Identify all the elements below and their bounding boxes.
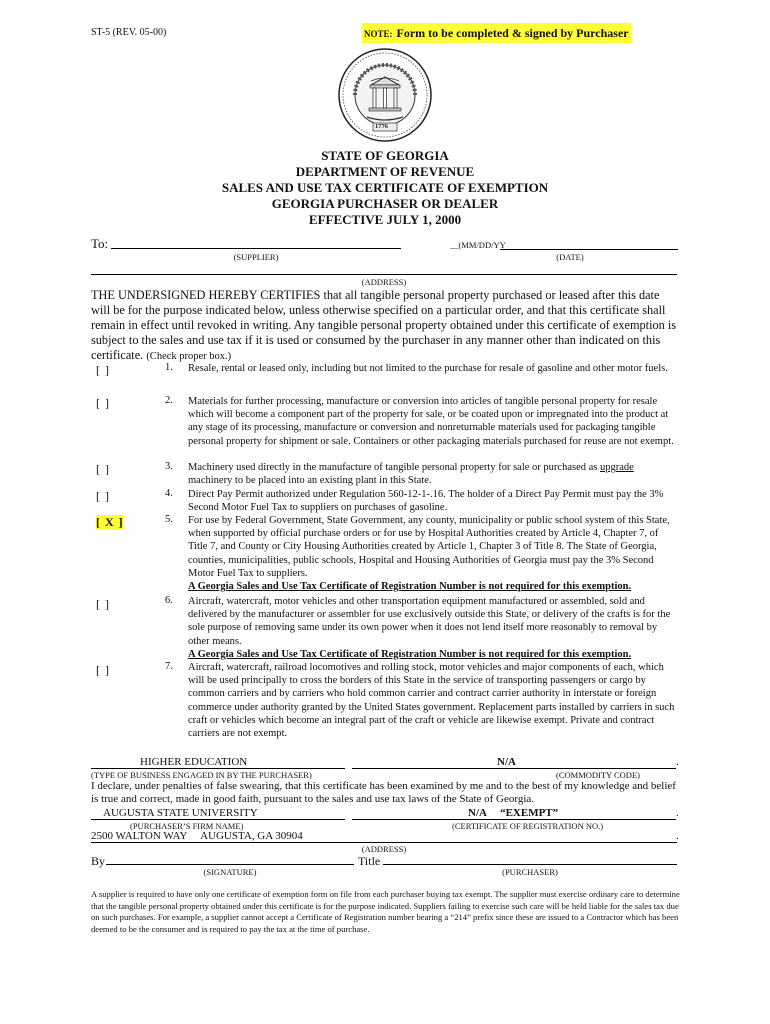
supplier-field[interactable]: [111, 248, 401, 249]
item-text-2: Materials for further processing, manufacture or conversion into articles of tangible personal property for resale which will become a component part of the property for sale, or be coated upon or impregnated into the product at any stage of its processing, manufacture or conversion and nonreturnable materials used for packaging tangible personal property for shipment or sale. Containers or other packaging materials purchased for reuse are not exempt.: [188, 396, 674, 447]
form-id: ST-5 (REV. 05-00): [91, 27, 167, 38]
note-prefix: NOTE:: [364, 29, 393, 39]
header-line1: STATE OF GEORGIA: [321, 148, 449, 163]
item-num-1: 1.: [165, 362, 173, 373]
checkbox-7[interactable]: [ ]: [96, 663, 110, 677]
signature-label: (SIGNATURE): [203, 867, 257, 877]
item-text-1: Resale, rental or leased only, including but not limited to the purchase for resale of gasoline and other motor fuels.: [188, 363, 668, 374]
address-label: (ADDRESS): [361, 277, 407, 287]
item-num-6: 6.: [165, 595, 173, 606]
commodity-label: (COMMODITY CODE): [556, 770, 640, 780]
item-text-3a: Machinery used directly in the manufacture of tangible personal property for sale or purchased as: [188, 462, 600, 473]
item-num-2: 2.: [165, 395, 173, 406]
item-num-5: 5.: [165, 514, 173, 525]
item-5-note: A Georgia Sales and Use Tax Certificate of Registration Number is not required for this exemption.: [188, 581, 632, 593]
note-text: Form to be completed & signed by Purchaser: [396, 26, 629, 40]
header-line2: DEPARTMENT OF REVENUE: [295, 164, 475, 179]
header-line3: SALES AND USE TAX CERTIFICATE OF EXEMPTION: [221, 180, 549, 195]
item-text-3: [188, 461, 676, 487]
registration-value[interactable]: N/A “EXEMPT”: [468, 807, 559, 819]
purchaser-address-line: [91, 842, 677, 843]
item-6-note: A Georgia Sales and Use Tax Certificate of Registration Number is not required for this exemption.: [188, 648, 632, 660]
date-field[interactable]: [500, 249, 678, 250]
supplier-address-field[interactable]: [91, 274, 677, 275]
commodity-line: [352, 768, 676, 769]
supplier-label: (SUPPLIER): [233, 252, 279, 262]
firm-name-line: [91, 819, 345, 820]
signature-field[interactable]: [106, 864, 354, 865]
registration-line: [352, 819, 676, 820]
line-end-dot-2: .: [676, 807, 679, 819]
business-type-line: [91, 768, 345, 769]
checkbox-2[interactable]: [ ]: [96, 396, 110, 410]
title-label: Title: [358, 854, 381, 868]
purchaser-address-value[interactable]: 2500 WALTON WAY AUGUSTA, GA 30904: [91, 830, 303, 842]
header-line5: EFFECTIVE JULY 1, 2000: [308, 212, 462, 227]
line-end-dot-3: .: [676, 830, 679, 842]
footer-notice: A supplier is required to have only one certificate of exemption form on file from each purchaser buying tax exempt. The supplier must exercise ordinary care to determine that the tangible personal property obtained under this certificate is for the purpose indicated. Suppliers failing to exercise such care will be held liable for the sales tax due on such purchases. For example, a supplier cannot accept a Certificate of Registration number bearing a “214” prefix since these are issued to a Contractor which has been deemed to be the consumer and is required to pay the tax at the time of purchase.: [91, 889, 680, 935]
item-text-3-upgrade: upgrade: [599, 462, 634, 473]
by-label: By: [91, 854, 106, 868]
purchaser-label: (PURCHASER): [502, 867, 558, 877]
checkbox-3[interactable]: [ ]: [96, 462, 110, 476]
title-field[interactable]: [383, 864, 677, 865]
line-end-dot-1: .: [676, 756, 679, 768]
item-num-3: 3.: [165, 461, 173, 472]
certify-paragraph: [91, 288, 681, 364]
item-text-4: Direct Pay Permit authorized under Regulation 560-12-1-.16. The holder of a Direct Pay Permit must pay the 3% Second Motor Fuel Tax to suppliers on purchases of gasoline.: [188, 489, 664, 514]
item-text-7: Aircraft, watercraft, railroad locomotives and rolling stock, motor vehicles and major components of each, which will be used principally to cross the borders of this State in the service of transporting passengers or cargo by common carriers and by carriers who hold common carrier and contract carrier authority in interstate or foreign commerce under authority granted by the United States government. Replacement parts installed by carriers in such craft or vehicles which become an integral part of the craft or vehicle are likewise exempt. Private and contract carriers are not exempt.: [188, 662, 675, 740]
address-label-2: (ADDRESS): [361, 844, 407, 854]
firm-name-label: (PURCHASER’S FIRM NAME): [130, 821, 244, 831]
to-label: To:: [91, 236, 109, 251]
date-format: __(MM/DD/YY: [450, 240, 506, 250]
check-note: (Check proper box.): [146, 351, 232, 362]
header-line4: GEORGIA PURCHASER OR DEALER: [271, 196, 499, 211]
checkbox-5-checked[interactable]: [ X ]: [96, 515, 124, 529]
certify-text: THE UNDERSIGNED HEREBY CERTIFIES that all tangible personal property purchased or leased after this date will be for the purpose indicated below, unless otherwise specified on a particular order, and that this certificate shall remain in effect until revoked in writing. Any tangible personal property obtained under this certificate of exemption is subject to the sales and use tax if it is used or consumed by the purchaser in any manner other than indicated on this certificate.: [91, 288, 677, 362]
declaration-text: I declare, under penalties of false swearing, that this certificate has been examined by me and to the best of my knowledge and belief is true and correct, made in good faith, pursuant to the sales and use tax laws of the State of Georgia.: [91, 780, 676, 805]
item-text-6-body: Aircraft, watercraft, motor vehicles and other transportation equipment manufactured or assembled, sold and delivered by the manufacturer or assembler for use exclusively outside this State, or delivery of the crafts is for the sole purpose of removing same under its own power when it does not lend itself more reasonably to removal by other means.: [188, 596, 671, 647]
item-num-4: 4.: [165, 488, 173, 499]
state-seal: [337, 47, 433, 143]
item-text-3b: machinery to be placed into an existing plant in this State.: [188, 475, 432, 487]
item-text-5-body: For use by Federal Government, State Government, any county, municipality or public school system of this State, when supported by official purchase orders or for use by Hospital Authorities created by Article 4, Chapter 7, of Title 7, and County or City Housing Authorities created by Article 1, Chapter 3 of Title 8. The State of Georgia, counties, municipalities, public schools, Hospital and Housing Authorities of Georgia must pay the 3% Second Motor Fuel Tax to suppliers.: [188, 515, 670, 579]
checkbox-1[interactable]: [ ]: [96, 363, 110, 377]
firm-name-value[interactable]: AUGUSTA STATE UNIVERSITY: [103, 807, 258, 819]
commodity-value[interactable]: N/A: [497, 756, 516, 768]
checkbox-4[interactable]: [ ]: [96, 489, 110, 503]
business-type-value[interactable]: HIGHER EDUCATION: [140, 756, 248, 768]
seal-year: 1776: [375, 123, 388, 130]
item-text-6: [188, 595, 676, 661]
item-num-7: 7.: [165, 661, 173, 672]
registration-label: (CERTIFICATE OF REGISTRATION NO.): [452, 821, 604, 831]
date-label: (DATE): [556, 252, 584, 262]
business-type-label: (TYPE OF BUSINESS ENGAGED IN BY THE PURCHASER): [91, 770, 312, 780]
checkbox-6[interactable]: [ ]: [96, 597, 110, 611]
item-text-5: [188, 514, 676, 593]
note-banner: [362, 23, 631, 43]
